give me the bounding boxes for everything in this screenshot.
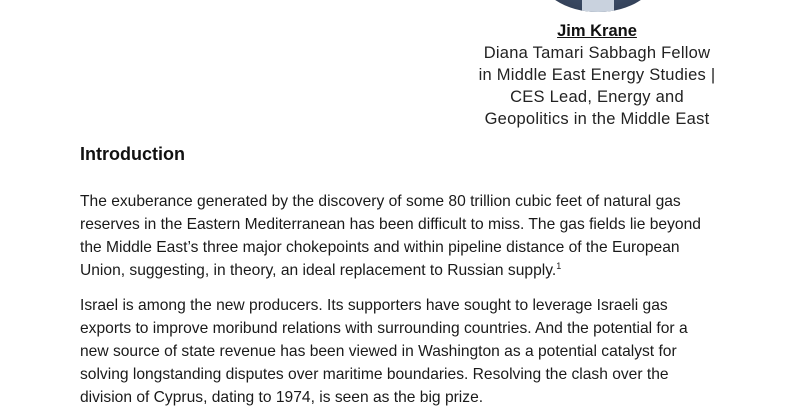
paragraph-1-line-4 <box>80 259 730 282</box>
footnote-marker[interactable]: 1 <box>556 261 562 271</box>
paragraph-1-line-4-text: Union, suggesting, in theory, an ideal replacement to Russian supply. <box>80 262 557 279</box>
paragraph-1-line-2: reserves in the Eastern Mediterranean has been difficult to miss. The gas fields lie beyond <box>80 216 701 233</box>
paragraph-2-line-2: exports to improve moribund relations with surrounding countries. And the potential for a <box>80 320 688 337</box>
author-title-line-3: CES Lead, Energy and <box>510 88 684 106</box>
paragraph-1-line-3: the Middle East’s three major chokepoints and within pipeline distance of the European <box>80 239 680 256</box>
author-avatar <box>538 0 658 12</box>
section-heading: Introduction <box>80 144 185 164</box>
author-name-link[interactable]: Jim Krane <box>557 22 637 40</box>
paragraph-1 <box>80 190 730 282</box>
paragraph-2 <box>80 294 730 409</box>
author-title-line-1: Diana Tamari Sabbagh Fellow <box>483 44 711 62</box>
avatar-collar <box>582 0 614 12</box>
author-block <box>440 20 754 130</box>
paragraph-2-line-1: Israel is among the new producers. Its supporters have sought to leverage Israeli gas <box>80 297 668 314</box>
paragraph-2-line-3: new source of state revenue has been viewed in Washington as a potential catalyst for <box>80 343 677 360</box>
author-title-line-2: in Middle East Energy Studies | <box>478 66 716 84</box>
author-title-line-4: Geopolitics in the Middle East <box>484 110 710 128</box>
paragraph-1-line-1: The exuberance generated by the discovery of some 80 trillion cubic feet of natural gas <box>80 193 681 210</box>
paragraph-2-line-4: solving longstanding disputes over maritime boundaries. Resolving the clash over the <box>80 366 669 383</box>
paragraph-2-line-5: division of Cyprus, dating to 1974, is seen as the big prize. <box>80 389 484 406</box>
